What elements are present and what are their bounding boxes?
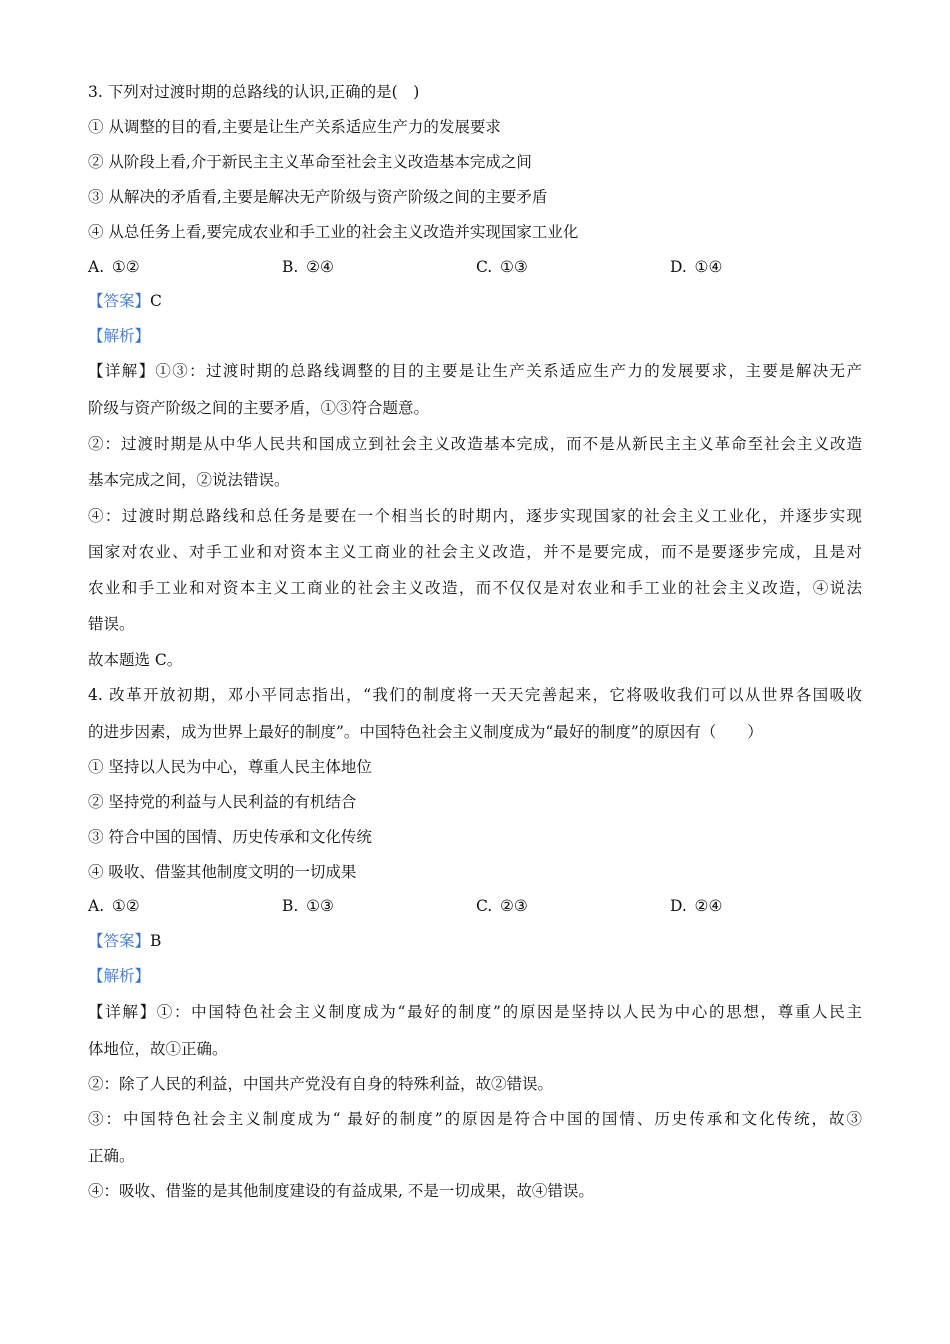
q3-answer-value: C — [150, 292, 162, 310]
q3-detail-line-2: 阶级与资产阶级之间的主要矛盾，①③符合题意。 — [88, 399, 430, 417]
q3-detail-tag: 【详解】 — [88, 362, 156, 380]
q4-detail-line-2: 体地位，故①正确。 — [88, 1040, 228, 1058]
q3-detail-line-8: 错误。 — [88, 615, 135, 633]
q3-analysis — [88, 326, 862, 346]
q3-detail-line-4: 基本完成之间，②说法错误。 — [88, 471, 290, 489]
q3-item-3: ③ 从解决的矛盾看,主要是解决无产阶级与资产阶级之间的主要矛盾 — [88, 188, 548, 206]
q4-answer — [88, 931, 862, 951]
q3-stem: 3. 下列对过渡时期的总路线的认识,正确的是( ) — [88, 83, 420, 101]
q3-option-b: B. ②④ — [282, 258, 334, 276]
q3-detail-line-6: 国家对农业、对手工业和对资本主义工商业的社会主义改造，并不是要完成，而不是要逐步完成，且是对 — [88, 543, 862, 561]
q4-item-4: ④ 吸收、借鉴其他制度文明的一切成果 — [88, 863, 357, 881]
q4-option-c: C. ②③ — [476, 897, 528, 915]
q4-option-d: D. ②④ — [670, 897, 723, 915]
q3-detail-line-1: 【详解】①③：过渡时期的总路线调整的目的主要是让生产关系适应生产力的发展要求，主要是解决无产 — [88, 362, 862, 380]
q4-analysis-tag: 【解析】 — [88, 967, 151, 985]
q3-option-a: A. ①② — [88, 258, 140, 276]
q3-answer — [88, 291, 862, 311]
q4-detail-line-1: 【详解】①：中国特色社会主义制度成为“最好的制度”的原因是坚持以人民为中心的思想，尊重人民主 — [88, 1003, 862, 1021]
q4-detail-line-3: ②：除了人民的利益，中国共产党没有自身的特殊利益，故②错误。 — [88, 1075, 554, 1093]
q4-detail-line-6: ④：吸收、借鉴的是其他制度建设的有益成果, 不是一切成果，故④错误。 — [88, 1182, 594, 1200]
q3-item-2: ② 从阶段上看,介于新民主主义革命至社会主义改造基本完成之间 — [88, 153, 532, 171]
q3-item-1: ① 从调整的目的看,主要是让生产关系适应生产力的发展要求 — [88, 118, 501, 136]
q4-item-2: ② 坚持党的利益与人民利益的有机结合 — [88, 793, 357, 811]
q4-answer-value: B — [150, 932, 162, 950]
q4-option-b: B. ①③ — [282, 897, 334, 915]
q4-detail-tag: 【详解】 — [88, 1003, 157, 1021]
q3-item-4: ④ 从总任务上看,要完成农业和手工业的社会主义改造并实现国家工业化 — [88, 223, 579, 241]
q4-item-1: ① 坚持以人民为中心，尊重人民主体地位 — [88, 758, 372, 776]
q4-item-3: ③ 符合中国的国情、历史传承和文化传统 — [88, 828, 372, 846]
q4-answer-tag: 【答案】 — [88, 932, 151, 950]
q4-stem-line-2: 的进步因素，成为世界上最好的制度”。中国特色社会主义制度成为“最好的制度”的原因有（ ） — [88, 723, 763, 741]
q3-analysis-tag: 【解析】 — [88, 327, 151, 345]
q3-detail-line-7: 农业和手工业和对资本主义工商业的社会主义改造，而不仅仅是对农业和手工业的社会主义改造，④说法 — [88, 579, 862, 597]
q4-analysis — [88, 966, 862, 986]
q4-stem-line-1: 4. 改革开放初期，邓小平同志指出，“我们的制度将一天天完善起来，它将吸收我们可以从世界各国吸收 — [88, 686, 862, 704]
q3-option-c: C. ①③ — [476, 258, 528, 276]
q4-detail-line-4: ③：中国特色社会主义制度成为“ 最好的制度”的原因是符合中国的国情、历史传承和文化传统，故③ — [88, 1110, 862, 1128]
q4-option-a: A. ①② — [88, 897, 140, 915]
q3-answer-tag: 【答案】 — [88, 292, 151, 310]
q3-detail-line-3: ②：过渡时期是从中华人民共和国成立到社会主义改造基本完成，而不是从新民主主义革命至社会主义改造 — [88, 435, 862, 453]
q3-option-d: D. ①④ — [670, 258, 723, 276]
q3-conclusion: 故本题选 C。 — [88, 651, 183, 669]
q4-detail-line-5: 正确。 — [88, 1147, 135, 1165]
q3-detail-line-5: ④：过渡时期总路线和总任务是要在一个相当长的时期内，逐步实现国家的社会主义工业化，并逐步实现 — [88, 507, 862, 525]
